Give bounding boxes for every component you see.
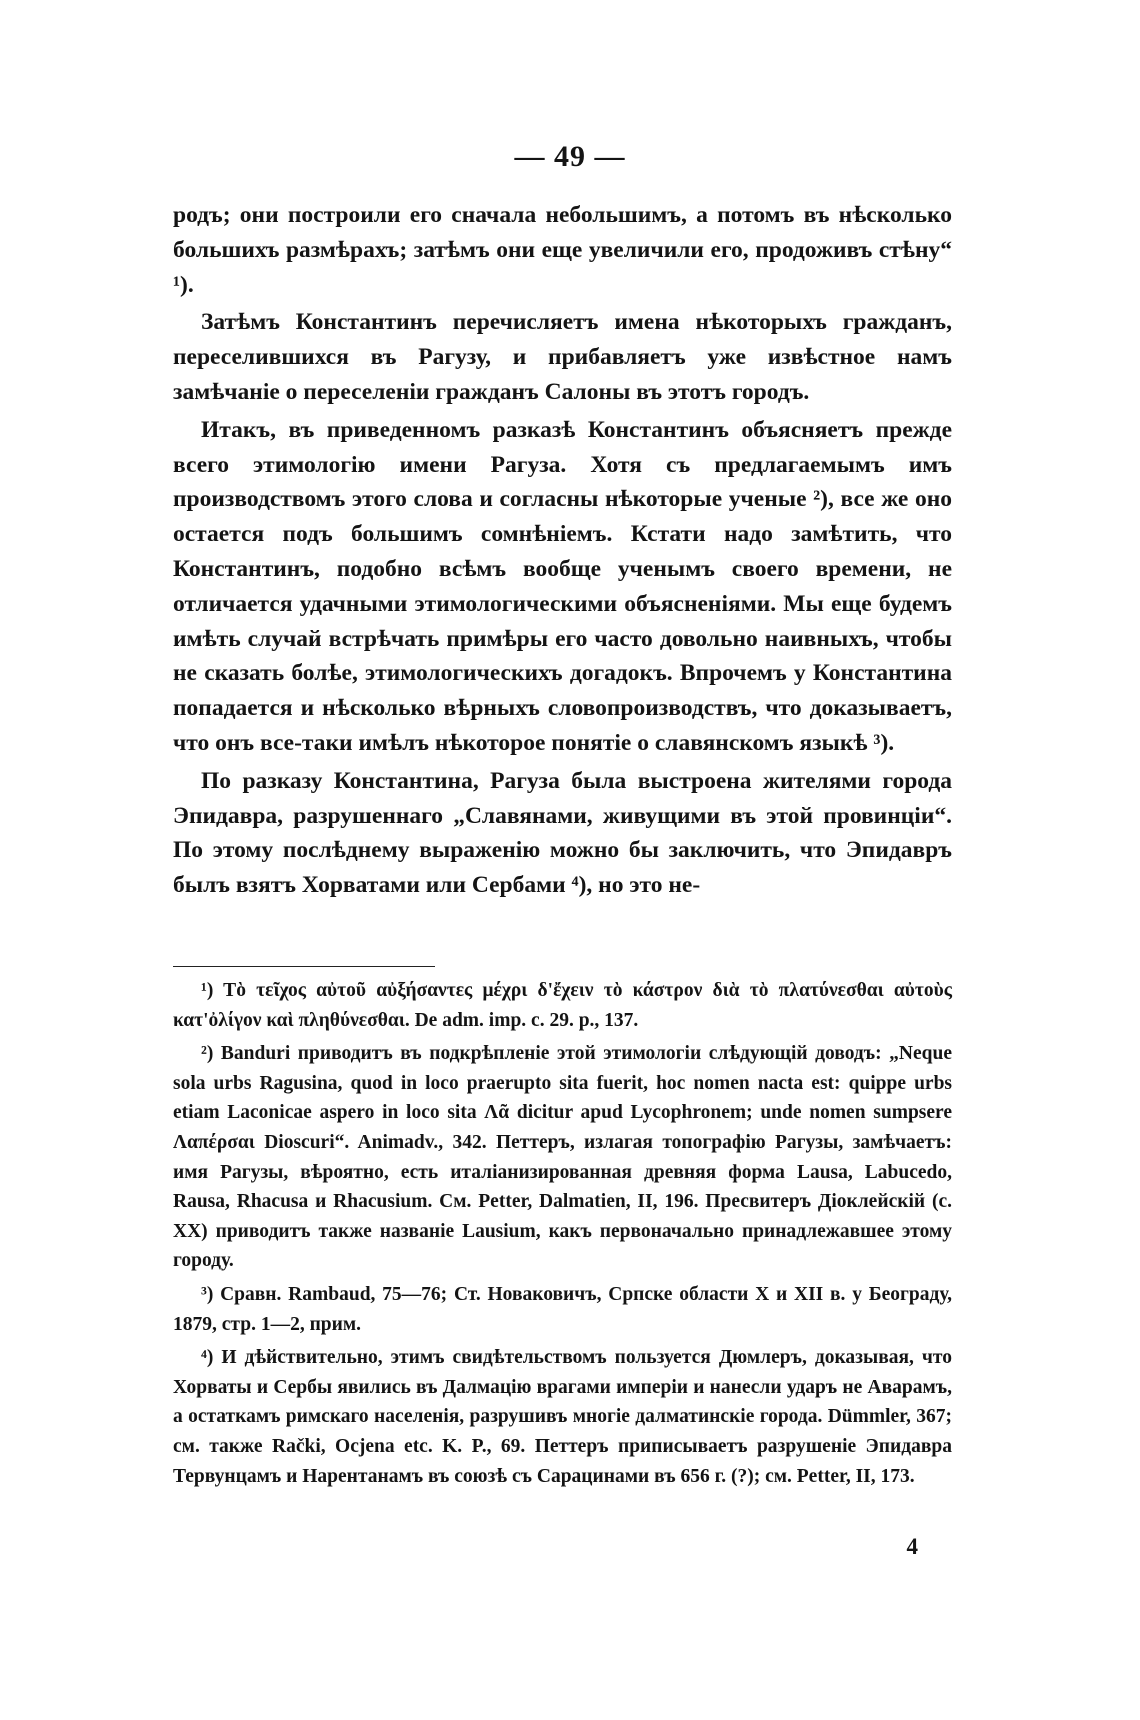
footnote-2: ²) Banduri приводитъ въ подкрѣпленіе этой этимологіи слѣдующій доводъ: „Neque sola urbs Ragusina, quod in loco praerupto sita fuerit, hoc nomen nacta est: quippe urbs etiam Laconicae aspero in loco sita Λᾶ dicitur apud Lycophronem; unde nomen sumpsere Λαπέρσαι Dioscuri“. Animadv., 342. Петтеръ, излагая топографію Рагузы, замѣчаетъ: имя Рагузы, вѣроятно, есть италіанизированная древняя форма Lausa, Labucedo, Rausa, Rhacusa и Rhacusium. См. Petter, Dalmatien, II, 196. Пресвитеръ Діоклейскій (c. XX) приводитъ также названіе Lausium, какъ первоначально принадлежавшее этому городу. bbox=[173, 1043, 952, 1272]
footnotes bbox=[173, 976, 952, 1495]
main-text bbox=[173, 198, 952, 903]
footnote-4: ⁴) И дѣйствительно, этимъ свидѣтельствомъ пользуется Дюмлеръ, доказывая, что Хорваты и Сербы явились въ Далмацію врагами имперіи и нанесли ударъ не Аварамъ, а остаткамъ римскаго населенія, разрушивъ многіе далматинскіе города. Dümmler, 367; см. также Rački, Ocjena etc. K. P., 69. Петтеръ приписываетъ разрушеніе Эпидавра Тервунцамъ и Нарентанамъ въ союзѣ съ Сарацинами въ 656 г. (?); см. Petter, II, 173. bbox=[173, 1347, 952, 1487]
paragraph-2: Затѣмъ Константинъ перечисляетъ имена нѣкоторыхъ гражданъ, переселившихся въ Рагузу, и прибавляетъ уже извѣстное намъ замѣчаніе о переселеніи гражданъ Салоны въ этотъ городъ. bbox=[173, 309, 952, 405]
paragraph-3: Итакъ, въ приведенномъ разказѣ Константинъ объясняетъ прежде всего этимологію имени Рагуза. Хотя съ предлагаемымъ имъ производствомъ этого слова и согласны нѣкоторые ученые ²), все же оно остается подъ большимъ сомнѣніемъ. Кстати надо замѣтить, что Константинъ, подобно всѣмъ вообще ученымъ своего времени, не отличается удачными этимологическими объясненіями. Мы еще будемъ имѣть случай встрѣчать примѣры его часто довольно наивныхъ, чтобы не сказать болѣе, этимологическихъ догадокъ. Впрочемъ у Константина попадается и нѣсколько вѣрныхъ словопроизводствъ, что доказываетъ, что онъ все-таки имѣлъ нѣкоторое понятіе о славянскомъ языкѣ ³). bbox=[173, 416, 952, 756]
paragraph-4: По разказу Константина, Рагуза была выстроена жителями города Эпидавра, разрушеннаго „Славянами, живущими въ этой провинціи“. По этому послѣднему выраженію можно бы заключить, что Эпидавръ былъ взятъ Хорватами или Сербами ⁴), но это не- bbox=[173, 767, 952, 899]
footnote-1: ¹) Τὸ τεῖχος αὐτοῦ αὐξήσαντες μέχρι δ'ἔχειν τὸ κάστρον διὰ τὸ πλατύνεσθαι αὐτοὺς κατ'ὀλίγον καὶ πληθύνεσθαι. De adm. imp. c. 29. p., 137. bbox=[173, 980, 952, 1031]
paragraph-1: родъ; они построили его сначала небольшимъ, а потомъ въ нѣсколько большихъ размѣрахъ; затѣмъ они еще увеличили его, продоживъ стѣну“ ¹). bbox=[173, 202, 952, 298]
footnote-divider bbox=[173, 966, 435, 967]
signature-mark: 4 bbox=[906, 1534, 918, 1559]
footnote-3: ³) Сравн. Rambaud, 75—76; Ст. Новаковичъ, Српске области X и XII в. у Београду, 1879, стр. 1—2, прим. bbox=[173, 1283, 952, 1335]
page-number: — 49 — bbox=[514, 140, 626, 173]
